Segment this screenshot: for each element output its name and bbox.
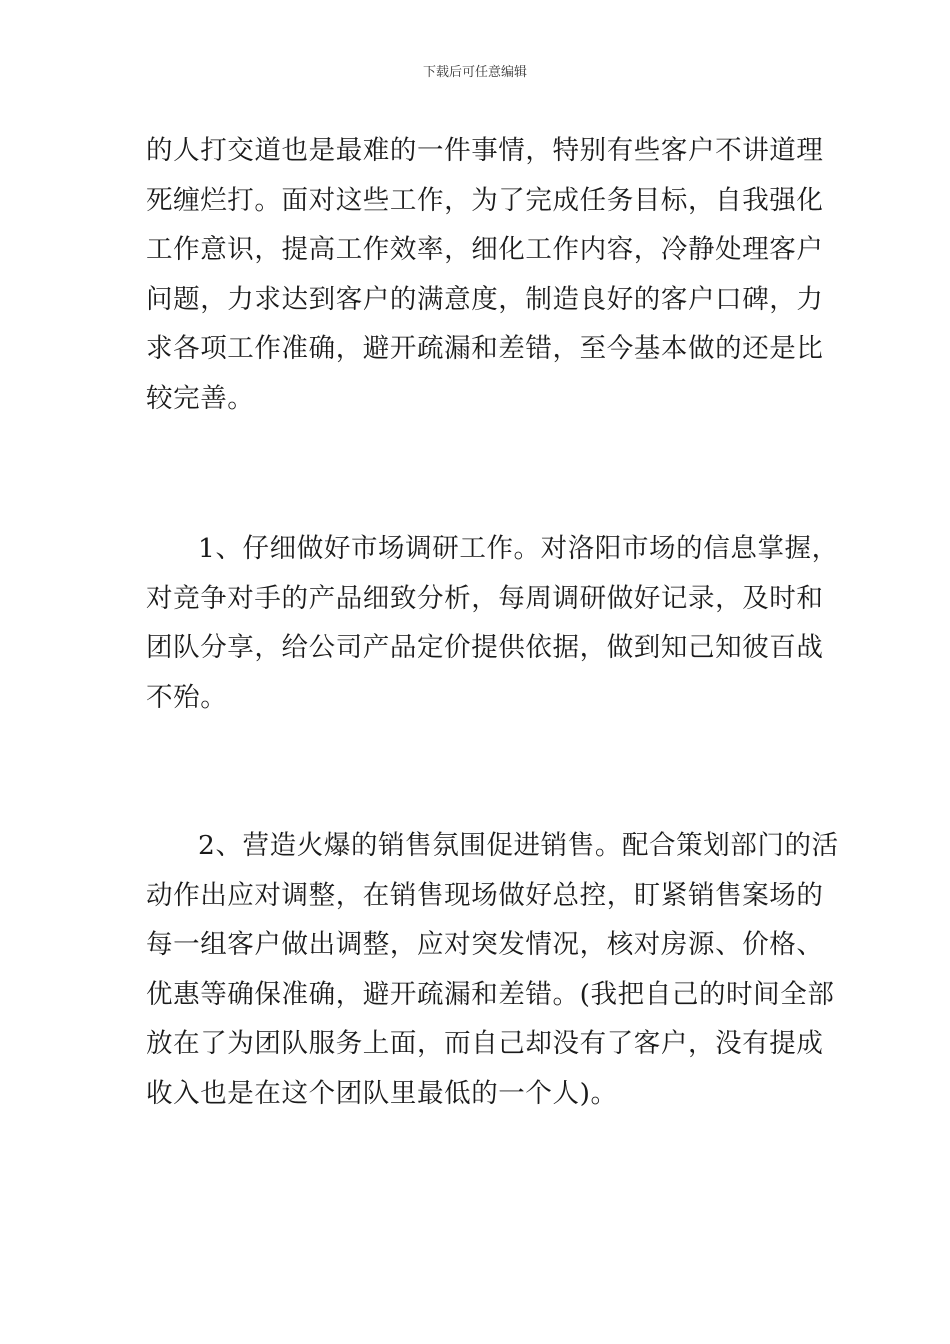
- paragraph-line: 对竞争对手的产品细致分析，每周调研做好记录，及时和: [146, 582, 824, 614]
- paragraph-line: 2、营造火爆的销售氛围促进销售。配合策划部门的活: [198, 830, 839, 861]
- paragraph-line: 死缠烂打。面对这些工作，为了完成任务目标，自我强化: [146, 184, 824, 216]
- paragraph-sales-atmosphere: [146, 821, 839, 1118]
- paragraph-line: 工作意识，提高工作效率，细化工作内容，冷静处理客户: [146, 234, 824, 265]
- paragraph-line: 团队分享，给公司产品定价提供依据，做到知己知彼百战: [146, 632, 824, 663]
- paragraph-line: 较完善。: [146, 382, 255, 414]
- paragraph-line: 的人打交道也是最难的一件事情，特别有些客户不讲道理: [146, 135, 824, 166]
- paragraph-line: 放在了为团队服务上面，而自己却没有了客户，没有提成: [146, 1028, 824, 1059]
- paragraph-line: 不殆。: [146, 681, 228, 713]
- paragraph-line: 1、仔细做好市场调研工作。对洛阳市场的信息掌握，: [198, 533, 839, 564]
- page-header: 下载后可任意编辑: [422, 65, 527, 80]
- paragraph-market-research: [146, 524, 839, 722]
- paragraph-line: 收入也是在这个团队里最低的一个人)。: [146, 1077, 618, 1109]
- paragraph-line: 每一组客户做出调整，应对突发情况，核对房源、价格、: [146, 929, 824, 960]
- paragraph-customer-service: [146, 126, 824, 423]
- paragraph-line: 优惠等确保准确，避开疏漏和差错。(我把自己的时间全部: [146, 978, 835, 1010]
- paragraph-line: 问题，力求达到客户的满意度，制造良好的客户口碑，力: [146, 283, 824, 315]
- paragraph-line: 求各项工作准确，避开疏漏和差错，至今基本做的还是比: [146, 333, 824, 364]
- paragraph-line: 动作出应对调整，在销售现场做好总控，盯紧销售案场的: [146, 879, 824, 911]
